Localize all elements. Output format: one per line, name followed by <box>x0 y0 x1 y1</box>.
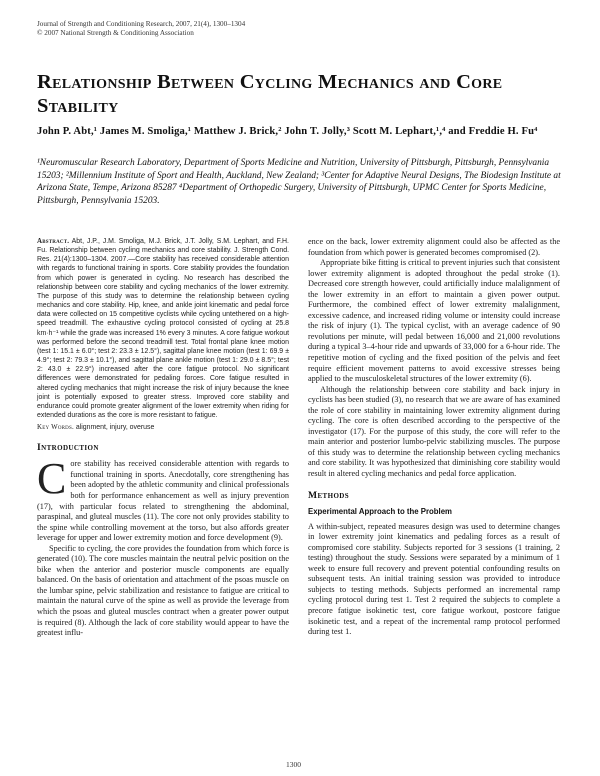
drop-cap: C <box>37 454 67 504</box>
keywords-text: alignment, injury, overuse <box>73 424 155 432</box>
abstract-label: Abstract. <box>37 237 70 245</box>
methods-paragraph: A within-subject, repeated measures design was used to determine changes in lower extremity joint kinematics and pedaling forces as a result of compromised core stability. Subjects reported for 3 sessions (1 training, 2 testing) throughout the study. Sessions were separated by a minimum of 1 week to ensure full recovery and prevent potential confounding results on subsequent tests. An initial training session was provided to introduce subjects to testing methods. Subjects performed an incremental ramp cycling protocol during test 1. Test 2 required the subjects to complete a precore fatigue isokinetic test, core fatigue workout, postcore fatigue isokinetic test, and a repeat of the incremental ramp protocol performed during test 1. <box>308 521 560 637</box>
author-affiliations: ¹Neuromuscular Research Laboratory, Department of Sports Medicine and Nutrition, University of Pittsburgh, Pittsburgh, Pennsylvania 15203; ²Millennium Institute of Sport and Health, Auckland, New Zealand; ³Center for Adaptive Neural Designs, The Biodesign Institute at Arizona State, Tempe, Arizona 85287 ⁴Department of Orthopedic Surgery, University of Pittsburgh, UPMC Center for Sports Medicine, Pittsburgh, Pennsylvania 15203. <box>37 158 561 206</box>
introduction-heading: Introduction <box>37 442 99 454</box>
abstract-text: Abt, J.P., J.M. Smoliga, M.J. Brick, J.T. Jolly, S.M. Lephart, and F.H. Fu. Relationship between cycling mechanics and core stability. J. Strength Cond. Res. 21(4):1300–1304. 2007.—Core stability has received considerable attention with regards to functional training in sports. Core stability provides the foundation from which power is generated in cycling. No research has described the relationship between core stability and cycling mechanics of the lower extremity. The purpose of this study was to determine the relationship between cycling mechanics and core stability. Hip, knee, and ankle joint kinematic and pedal force data were collected on 15 competitive cyclists while cycling untethered on a high-speed treadmill. The exhaustive cycling protocol consisted of cycling at 25.8 km·h⁻¹ while the grade was increased 1% every 3 minutes. A core fatigue workout was performed before the second treadmill test. Total frontal plane knee motion (test 1: 15.1 ± 6.0°; test 2: 23.3 ± 12.5°), sagittal plane knee motion (test 1: 69.9 ± 4.9°; test 2: 79.3 ± 10.1°), and sagittal plane ankle motion (test 1: 29.0 ± 8.5°; test 2: 43.0 ± 22.9°) increased after the core fatigue protocol. No significant differences were demonstrated for pedaling forces. Core fatigue resulted in altered cycling mechanics that might increase the risk of injury because the knee joint is potentially exposed to greater stress. Improved core stability and endurance could promote greater alignment of the lower extremity when riding for extended durations as the core is more resistant to fatigue. <box>37 238 289 419</box>
methods-heading: Methods <box>308 489 350 501</box>
introduction-paragraph-1 <box>37 454 289 543</box>
page-number: 1300 <box>286 760 301 769</box>
author-list: John P. Abt,¹ James M. Smoliga,¹ Matthew J. Brick,² John T. Jolly,³ Scott M. Lephart,¹,⁴ and Freddie H. Fu⁴ <box>37 126 538 137</box>
introduction-paragraph-1-text: ore stability has received considerable attention with regards to functional training in sports. Anecdotally, core strengthening has been adopted by the athletic community and clinical professionals both for performance enhancement as well as injury prevention (17), with particular focus related to strengthening the abdominal, paraspinal, and gluteal muscles (11). The core not only provides stability to the spine while controlling movement at the torso, but also affords greater leverage for upper and lower extremity motion and force development (9). <box>37 459 289 543</box>
journal-citation: Journal of Strength and Conditioning Research, 2007, 21(4), 1300–1304 <box>37 20 246 28</box>
copyright-notice: © 2007 National Strength & Conditioning Association <box>37 29 194 37</box>
left-column <box>37 237 289 639</box>
introduction-paragraph-2: Specific to cycling, the core provides the foundation from which force is generated (10). The core muscles maintain the neutral pelvic position on the bike when the anterior and posterior muscle components are equally balanced. On the basis of orientation and attachment of the psoas muscle on the lumbar spine, pelvic stabilization and resistance to fatigue are critical to maintain the natural curve of the spine as well as provide the leverage from which the psoas and gluteal muscles contract when a greater power output is required (8). Although the lack of core stability would appear to have the greatest influ- <box>37 543 289 638</box>
keywords <box>37 423 289 432</box>
introduction-paragraph-continued: ence on the back, lower extremity alignment could also be affected as the foundation from which power is generated becomes compromised (2). <box>308 237 560 257</box>
article-title: Relationship Between Cycling Mechanics and Core Stability <box>37 71 503 117</box>
keywords-label: Key Words. <box>37 423 74 432</box>
right-column <box>308 237 560 638</box>
abstract <box>37 237 289 420</box>
experimental-approach-heading: Experimental Approach to the Problem <box>308 506 452 516</box>
bike-fitting-paragraph: Appropriate bike fitting is critical to prevent injuries such that consistent lower extremity alignment is adopted throughout the pedal stroke (1). Decreased core strength however, could artificially induce malalignment of the lower extremity in an effort to maintain a given power output. Furthermore, the combined effect of lower extremity malalignment, excessive cadence, and increased riding volume or intensity could increase the risk of injury (1). The typical cyclist, with an average cadence of 90 revolutions per minute, will pedal between 16,000 and 21,000 revolutions during a typical 3–4-hour ride and upwards of 33,000 for a 6-hour ride. The repetitive motion of cycling and the fixed position of the pelvis and feet require efficient movement patterns to avoid excessive stresses being applied to the musculoskeletal structures of the lower extremity (6). <box>308 258 560 384</box>
study-purpose-paragraph: Although the relationship between core stability and back injury in cyclists has been studied (3), no research that we are aware of has examined the role of core stability in maintaining lower extremity alignment during cycling. The core is often described according to the perspective of the investigator (17). For the purpose of this study, the core will refer to the main anterior and posterior lumbo-pelvic stabilizing muscles. The purpose of this study was to determine the relationship between cycling mechanics and core stability. It was hypothesized that diminishing core stability would result in altered cycling mechanics and pedal force application. <box>308 384 560 479</box>
